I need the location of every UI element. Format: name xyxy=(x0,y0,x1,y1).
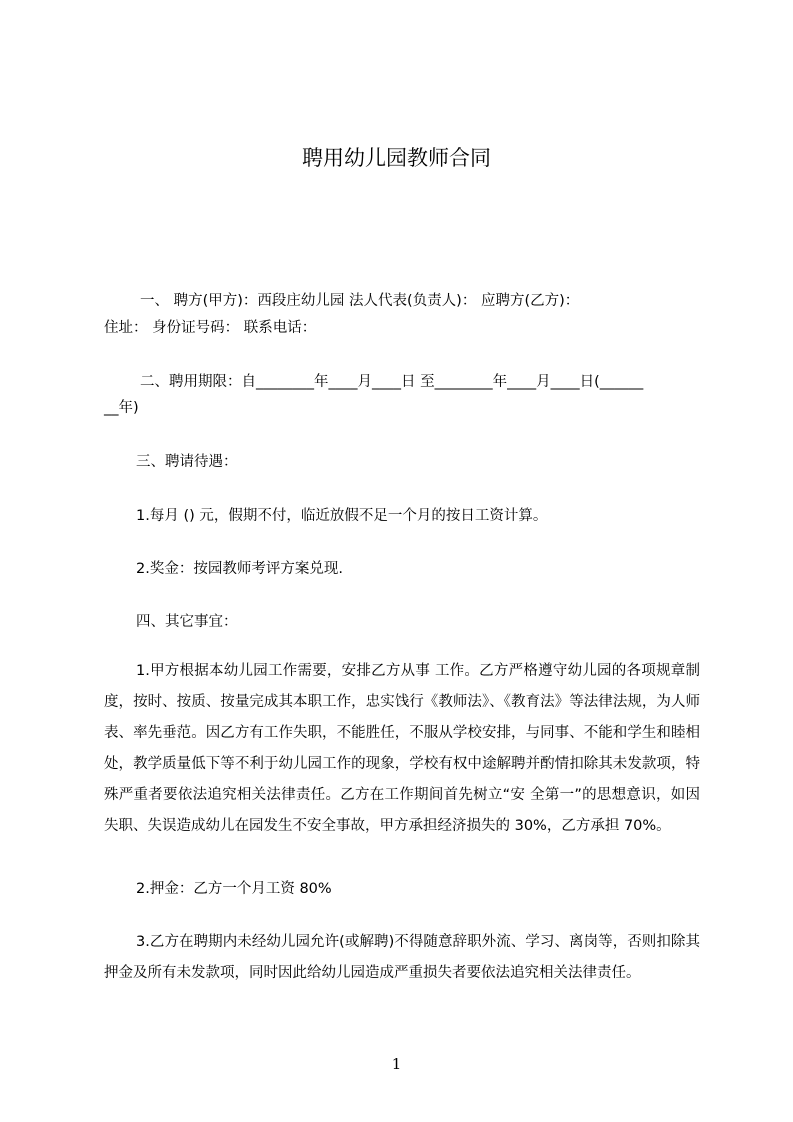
section4-item-resignation: 3.乙方在聘期内未经幼儿园允许(或解聘)不得随意辞职外流、学习、离岗等，否则扣除其押金及所有未发款项，同时因此给幼儿园造成严重损失者要依法追究相关法律责任。 xyxy=(104,934,700,981)
section1-parties-line: 一、 聘方(甲方)：西段庄幼儿园 法人代表(负责人)： 应聘方(乙方)： xyxy=(140,293,580,309)
section2-term-continuation: __年) xyxy=(104,400,139,416)
section3-item-bonus: 2.奖金：按园教师考评方案兑现. xyxy=(136,561,343,577)
document-title: 聘用幼儿园教师合同 xyxy=(302,146,491,170)
section2-term-line: 二、聘用期限：自________年____月____日 至________年____月____日(______ xyxy=(140,374,644,390)
section1-contact-line: 住址： 身份证号码： 联系电话： xyxy=(104,320,317,336)
section3-item-salary: 1.每月 () 元，假期不付，临近放假不足一个月的按日工资计算。 xyxy=(136,508,548,524)
section4-item-duties: 1.甲方根据本幼儿园工作需要，安排乙方从事 工作。乙方严格遵守幼儿园的各项规章制度，按时、按质、按量完成其本职工作，忠实饯行《教师法》、《教育法》等法律法规，为人师表、率先垂范。因乙方有工作失职，不能胜任，不服从学校安排，与同事、不能和学生和睦相处，教学质量低下等不利于幼儿园工作的现象，学校有权中途解聘并酌情扣除其未发款项，特殊严重者要依法追究相关法律责任。乙方在工作期间首先树立“安 全第一”的思想意识，如因失职、失误造成幼儿在园发生不安全事故，甲方承担经济损失的 30%，乙方承担 70%。 xyxy=(104,663,700,834)
section4-item-deposit: 2.押金：乙方一个月工资 80% xyxy=(136,881,332,897)
page-number: 1 xyxy=(391,1055,402,1073)
section4-heading: 四、其它事宜： xyxy=(136,614,238,630)
section3-heading: 三、聘请待遇： xyxy=(136,454,238,470)
